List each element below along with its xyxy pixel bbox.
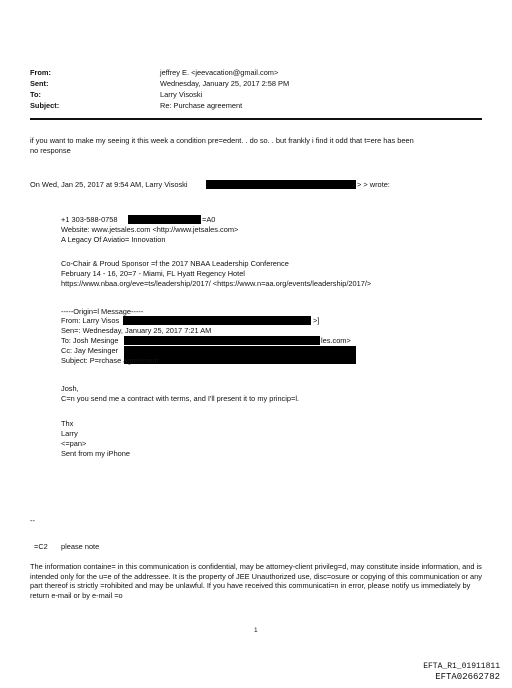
redaction-box <box>128 215 201 224</box>
from-label: From: <box>30 68 51 77</box>
to-label: To: <box>30 90 41 99</box>
signature-tagline: A Legacy Of Aviatio= Innovation <box>61 235 166 244</box>
original-to: To: Josh Mesinge <box>61 336 119 345</box>
message-greeting: Josh, <box>61 384 79 393</box>
conference-line-1: Co-Chair & Proud Sponsor =f the 2017 NBAA Leadership Conference <box>61 259 289 268</box>
signature-phone-suffix: =A0 <box>202 215 216 224</box>
message-name: Larry <box>61 429 78 438</box>
quote-intro-end: > > wrote: <box>357 180 390 189</box>
redaction-box <box>206 180 356 189</box>
note-text: please note <box>61 542 100 551</box>
sent-label: Sent: <box>30 79 49 88</box>
subject-value: Re: Purchase agreement <box>160 101 243 110</box>
bates-stamp-2: EFTA02662782 <box>435 672 500 682</box>
to-value: Larry Visoski <box>160 90 203 99</box>
original-from-end: >] <box>313 316 320 325</box>
reply-line-2: no response <box>30 146 71 155</box>
footer-dashes: -- <box>30 516 35 525</box>
disclaimer-text: The information containe= in this communication is confidential, may be attorney-client privileg=d, may constitute inside information, and is intended only for the u=e of the addressee. It is the property of JEE Unauthorized use, disc=osure or copying of this communication or any part thereof is strictly =rohibited and may be unlawful. If you have received this communicati=n in error, please notify us immediately by return e-mail or by e-mail =o <box>30 562 482 600</box>
redaction-box <box>124 346 356 364</box>
reply-line-1: if you want to make my seeing it this week a condition pre=edent. . do so. . but frankly i find it odd that t=ere has been <box>30 136 414 145</box>
note-code: =C2 <box>34 542 48 551</box>
message-sent-from: Sent from my iPhone <box>61 449 131 458</box>
signature-website: Website: www.jetsales.com <http://www.jetsales.com> <box>61 225 239 234</box>
original-from: From: Larry Visos <box>61 316 120 325</box>
redaction-box <box>124 336 320 345</box>
conference-line-2: February 14 - 16, 20=7 - Miami, FL Hyatt Regency Hotel <box>61 269 245 278</box>
sent-value: Wednesday, January 25, 2017 2:58 PM <box>160 79 290 88</box>
conference-line-3: https://www.nbaa.org/eve=ts/leadership/2017/ <https://www.n=aa.org/events/leadership/2017/> <box>61 279 372 288</box>
bates-stamp-1: EFTA_R1_01911811 <box>423 662 500 671</box>
original-to-end: les.com> <box>321 336 351 345</box>
message-text: C=n you send me a contract with terms, and I'll present it to my princip=l. <box>61 394 300 403</box>
subject-label: Subject: <box>30 101 60 110</box>
signature-phone: +1 303-588-0758 <box>61 215 118 224</box>
original-message-divider: -----Origin=l Message----- <box>61 307 144 316</box>
original-subject: Subject: P=rchase agreement <box>61 356 159 365</box>
original-cc: Cc: Jay Mesinger <box>61 346 119 355</box>
message-span: <=pan> <box>61 439 87 448</box>
from-value: jeffrey E. <jeevacation@gmail.com> <box>160 68 279 77</box>
header-divider <box>30 118 482 120</box>
redaction-box <box>123 316 311 325</box>
message-thx: Thx <box>61 419 74 428</box>
original-sent: Sen=: Wednesday, January 25, 2017 7:21 AM <box>61 326 212 335</box>
quote-intro: On Wed, Jan 25, 2017 at 9:54 AM, Larry Visoski <box>30 180 188 189</box>
page-number: 1 <box>254 627 258 634</box>
